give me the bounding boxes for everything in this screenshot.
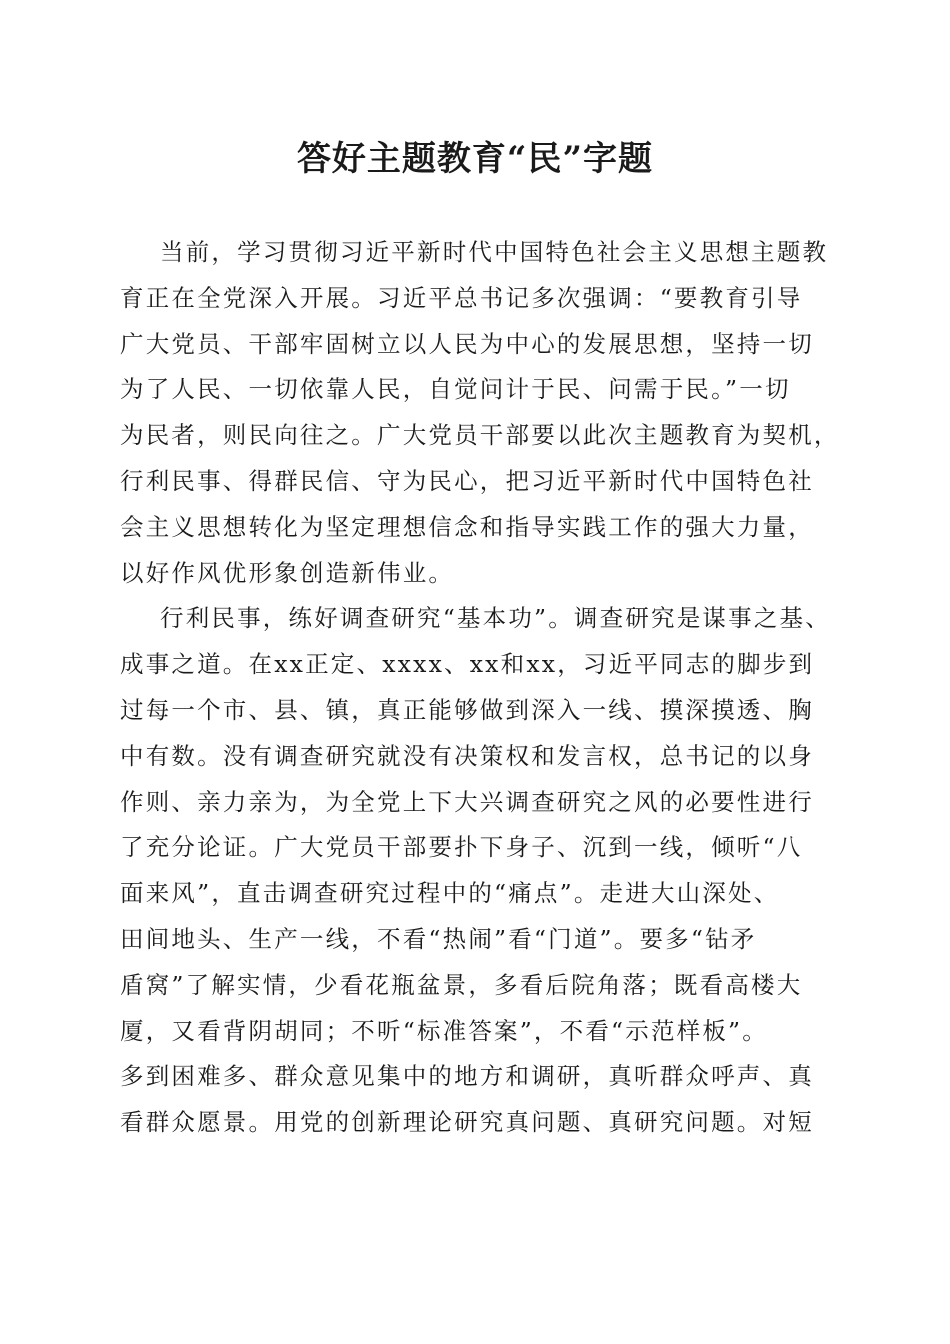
body-line: 过每一个市、县、镇，真正能够做到深入一线、摸深摸透、胸: [120, 695, 814, 724]
body-line: 会主义思想转化为坚定理想信念和指导实践工作的强大力量，: [120, 512, 814, 541]
body-line: 广大党员、干部牢固树立以人民为中心的发展思想，坚持一切: [120, 329, 814, 358]
body-line: 以好作风优形象创造新伟业。: [120, 558, 455, 587]
body-line: 当前，学习贯彻习近平新时代中国特色社会主义思想主题教: [160, 238, 829, 266]
document-body: [120, 230, 840, 1146]
body-line: 了充分论证。广大党员干部要扑下身子、沉到一线，倾听“八: [120, 833, 803, 862]
body-line: 中有数。没有调查研究就没有决策权和发言权，总书记的以身: [120, 741, 814, 770]
body-line: 成事之道。在xx正定、xxxx、xx和xx，习近平同志的脚步到: [120, 650, 815, 679]
body-line: 作则、亲力亲为，为全党上下大兴调查研究之风的必要性进行: [120, 787, 814, 816]
body-line: 行利民事，练好调查研究“基本功”。调查研究是谋事之基、: [160, 604, 831, 633]
body-line: 为了人民、一切依靠人民，自觉问计于民、问需于民。”一切: [120, 375, 791, 404]
body-line: 多到困难多、群众意见集中的地方和调研，真听群众呼声、真: [120, 1062, 814, 1091]
body-line: 面来风”，直击调查研究过程中的“痛点”。走进大山深处、: [120, 879, 780, 908]
body-line: 厦，又看背阴胡同；不听“标准答案”，不看“示范样板”。: [120, 1016, 768, 1045]
document-title: 答好主题教育“民”字题: [296, 139, 654, 179]
body-line: 田间地头、生产一线，不看“热闹”看“门道”。要多“钻矛: [120, 924, 757, 953]
body-line: 行利民事、得群民信、守为民心，把习近平新时代中国特色社: [120, 466, 814, 495]
body-line: 为民者，则民向往之。广大党员干部要以此次主题教育为契机，: [120, 421, 840, 450]
body-line: 盾窝”了解实情，少看花瓶盆景，多看后院角落；既看高楼大: [120, 970, 803, 999]
body-line: 看群众愿景。用党的创新理论研究真问题、真研究问题。对短: [120, 1108, 814, 1137]
body-line: 育正在全党深入开展。习近平总书记多次强调：“要教育引导: [120, 283, 803, 312]
